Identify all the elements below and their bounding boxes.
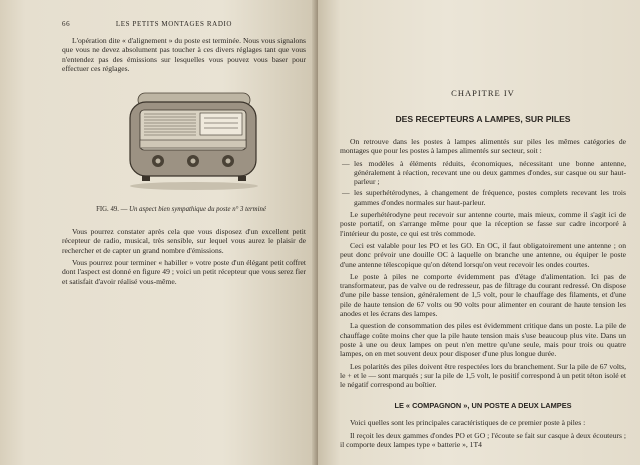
chapter-title: DES RECEPTEURS A LAMPES, SUR PILES: [395, 114, 571, 124]
page-number: 66: [62, 20, 71, 28]
paragraph: L'opération dite « d'alignement » du poste est terminée. Nous vous signalons que vous ne devez absolument pas toucher à ces divers réglages tant que vous n'entendez pas des émissions sur lesquelles vous pouvez vous baser pour effectuer ces réglages.: [62, 36, 306, 73]
paragraph: Il reçoit les deux gammes d'ondes PO et GO ; l'écoute se fait sur casque à deux écouteurs ; il comporte deux lampes type « batterie », 1T4: [340, 430, 626, 450]
paragraph: Le superhétérodyne peut recevoir sur antenne courte, mais mieux, comme il s'agit ici de poste portatif, on s'arrange même pour que la réception se fasse sur cadre incorporé à l'intérieur du poste, ce qui est très commode.: [340, 210, 626, 238]
running-head: LES PETITS MONTAGES RADIO: [115, 20, 233, 28]
list-item: — les superhétérodynes, à changement de fréquence, postes complets recevant les trois gammes d'ondes normales sur haut-parleur.: [354, 188, 626, 207]
paragraph: Ceci est valable pour les PO et les GO. En OC, il faut obligatoirement une antenne ; on peut donc prévoir une douille OC à laquelle on branche une antenne, ou équiper le poste d'une antenne télescopique qu'on détend lorsqu'on veut recevoir les ondes courtes.: [340, 240, 626, 269]
list-item: — les modèles à éléments réduits, économiques, nécessitant une bonne antenne, généralement à réaction, recevant une ou deux gammes d'ondes, sur casque ou sur haut-parleur ;: [354, 159, 626, 187]
figure-caption-label: FIG. 49. —: [96, 206, 128, 214]
radio-figure: [120, 90, 270, 195]
figure-caption-text: Un aspect bien sympathique du poste n° 3 terminé: [129, 206, 266, 214]
intro-paragraph: On retrouve dans les postes à lampes alimentés sur piles les mêmes catégories de montages que pour les postes à lampes alimentés sur secteur, soit :: [340, 137, 626, 156]
paragraph: Voici quelles sont les principales caractéristiques de ce premier poste à piles :: [350, 418, 586, 428]
right-page: [318, 0, 640, 465]
figure-caption: [62, 206, 306, 213]
left-header: [62, 20, 306, 28]
category-list: [340, 159, 626, 207]
paragraph: Les polarités des piles doivent être respectées lors du branchement. Sur la pile de 67 volts, le + et le — sont marqués ; sur la pile de 1,5 volt, le positif correspond à un petit téton isolé et le négatif correspond au boîtier.: [340, 361, 626, 390]
paragraph: Vous pourrez constater après cela que vous disposez d'un excellent petit récepteur de radio, musical, très sensible, sur lequel vous aurez le plaisir de rechercher et de capter un grand nombre d'émissions.: [62, 227, 306, 255]
chapter-heading: CHAPITRE IV: [451, 88, 515, 98]
paragraph: Vous pourrez pour terminer « habiller » votre poste d'un élégant petit coffret dont l'aspect est donné en figure 49 ; voici un petit récepteur que vous serez fier et satisfait d'avoir réalisé vous-même.: [62, 258, 306, 286]
left-page: [0, 0, 318, 465]
paragraph: Le poste à piles ne comporte évidemment pas d'étage d'alimentation. Ici pas de transformateur, pas de valve ou de redresseur, pas de filtrage du courant redressé. On dispose d'une pile basse tension, généralement de 1,5 volt, pour le chauffage des filaments, et d'une pile de haute tension de 67 volts ou 90 volts pour alimenter en courant de haute tension les anodes et les écrans des lampes.: [340, 271, 626, 319]
paragraph: La question de consommation des piles est évidemment critique dans un poste. La pile de chauffage coûte moins cher que la pile haute tension mais s'use beaucoup plus vite. Dans un poste à une ou deux lampes on peut n'en mettre qu'une seule, mais pour trois ou quatre lampes, on en met souvent deux pour disposer d'une plus longue durée.: [340, 321, 626, 359]
section-title: LE « COMPAGNON », UN POSTE A DEUX LAMPES: [394, 401, 572, 411]
